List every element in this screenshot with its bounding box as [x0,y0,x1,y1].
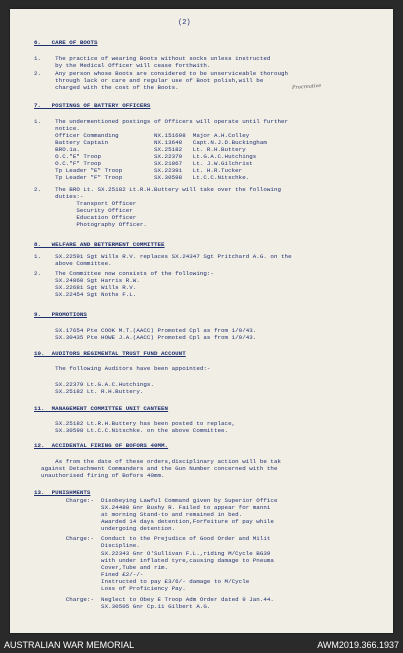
document-line: BRO.1a. SX.25182 Lt. R.H.Buttery [34,146,246,153]
document-line: The following Auditors have been appointed:- [34,365,211,372]
section-heading: 10. AUDITORS REGIMENTAL TRUST FUND ACCOUNT [34,350,186,357]
document-line: notice. [34,125,80,132]
document-line: through lack or care and regular use of Boot polish,will be [34,77,264,84]
footer-accession-number: AWM2019.366.1937 [317,640,399,650]
document-line: above Committee. [34,260,112,267]
document-line: Awarded 14 days detention,Forfeiture of pay while [34,518,274,525]
section-heading: 12. ACCIDENTAL FIRING OF BOFORS 40MM. [34,442,169,449]
document-line: SX.22379 Lt.G.A.C.Hutchings. [34,381,154,388]
section-heading: 7. POSTINGS OF BATTERY OFFICERS [34,102,151,109]
document-line: Tp Leader "F" Troop SX.30598 Lt.C.C.Nitschke. [34,174,250,181]
document-line: 2. The BRO Lt. SX.25182 Lt.R.H.Buttery will take over the following [34,186,282,193]
document-line: 1. The practice of wearing Boots without socks unless instructed [34,55,271,62]
document-line: SX.24480 Gnr Bushy R. Failed to appear for manni [34,504,271,511]
document-line: SX.22343 Gnr O'Sullivan F.L.,riding M/Cycle BG39 [34,550,271,557]
document-line: Officer Commanding NX.151698 Major A.H.Colley [34,132,250,139]
document-line: Tp Leader "E" Troop SX.22391 Lt. H.R.Tucker [34,167,243,174]
document-line: undergoing detention. [34,525,176,532]
document-line: with under inflated tyre,causing damage to Pneuma [34,557,274,564]
document-line: SX.24860 Sgt Harris R.W. [34,277,140,284]
document-line: SX.25182 Lt.R.H.Buttery has been posted to replace, [34,420,236,427]
document-line: at morning Stand-to and remained in bed. [34,511,243,518]
document-line: Charge:- Disobeying Lawful Command given by Superior Office [34,497,278,504]
document-line: charged with the cost of the Boots. [34,84,179,91]
document-line: unauthorised firing of Bofors 40mm. [34,472,165,479]
document-line: Battery Captain NX.13648 Capt.N.J.D.Buckingham [34,139,267,146]
page-number: (2) [178,19,191,27]
section-heading: 9. PROMOTIONS [34,311,87,318]
document-line: SX.30505 Gnr Cp.11 Gilbert A.G. [34,603,211,610]
document-line: SX.30598 Lt.C.C.Nitschke. on the above Committee. [34,427,229,434]
document-page [10,9,393,633]
document-line: SX.17654 Pte COOK M.T.(AACC) Promoted Cpl as from 1/9/43. [34,327,257,334]
document-line: Fined £2/-/- [34,571,144,578]
document-line: SX.22454 Sgt Noths F.L. [34,291,137,298]
document-line: 1. The undermentioned postings of Officers will operate until further [34,118,289,125]
document-line: As from the date of these orders,disciplinary action will be tak [34,458,282,465]
document-line: 1. SX.22591 Sgt Wills R.V. replaces SX.24347 Sgt Pritchard A.G. on the [34,253,292,260]
document-line: SX.30435 Pte HOWE J.A.(AACC) Promoted Cpl as from 1/9/43. [34,334,257,341]
document-line: Instructed to pay £3/6/- damage to M/Cycle [34,578,250,585]
footer-bar [0,635,403,653]
section-heading: 8. WELFARE AND BETTERMENT COMMITTEE [34,241,165,248]
document-line: duties:- [34,193,84,200]
document-line: Charge:- Neglect to Obey E Troop Adm Order dated 9 Jan.44. [34,596,274,603]
handwritten-annotation: Procreative [291,82,322,92]
document-line: Security Officer [34,207,133,214]
section-heading: 6. CARE OF BOOTS [34,39,98,46]
section-heading: 13. PUNISHMENTS [34,489,91,496]
document-line: Loss of Proficiency Pay. [34,585,186,592]
document-line: SX.22681 Sgt Wills R.V. [34,284,137,291]
document-line: against Detachment Commanders and the Gun Number concerned with the [34,465,278,472]
document-line: Discipline. [34,542,140,549]
document-line: O.C."F" Troop SX.21067 Lt. J.W.Gilchrist [34,160,253,167]
section-heading: 11. MANAGEMENT COMMITTEE UNIT CANTEEN [34,405,169,412]
footer-institution: AUSTRALIAN WAR MEMORIAL [4,640,135,650]
document-line: Education Officer [34,214,137,221]
document-line: 2. The Committee now consists of the following:- [34,270,214,277]
document-line: Transport Officer [34,200,137,207]
document-line: O.C."E" Troop SX.22379 Lt.G.A.C.Hutchings [34,153,257,160]
document-line: SX.25182 Lt. R.H.Buttery. [34,388,144,395]
document-line: 2. Any person whose Boots are considered to be unserviceable thorough [34,70,289,77]
document-line: Cover,Tube and rim. [34,564,169,571]
document-line: by the Medical Officer will cease forthwith. [34,62,211,69]
document-line: Photography Officer. [34,221,147,228]
document-line: Charge:- Conduct to the Prejudice of Good Order and Milit [34,535,271,542]
